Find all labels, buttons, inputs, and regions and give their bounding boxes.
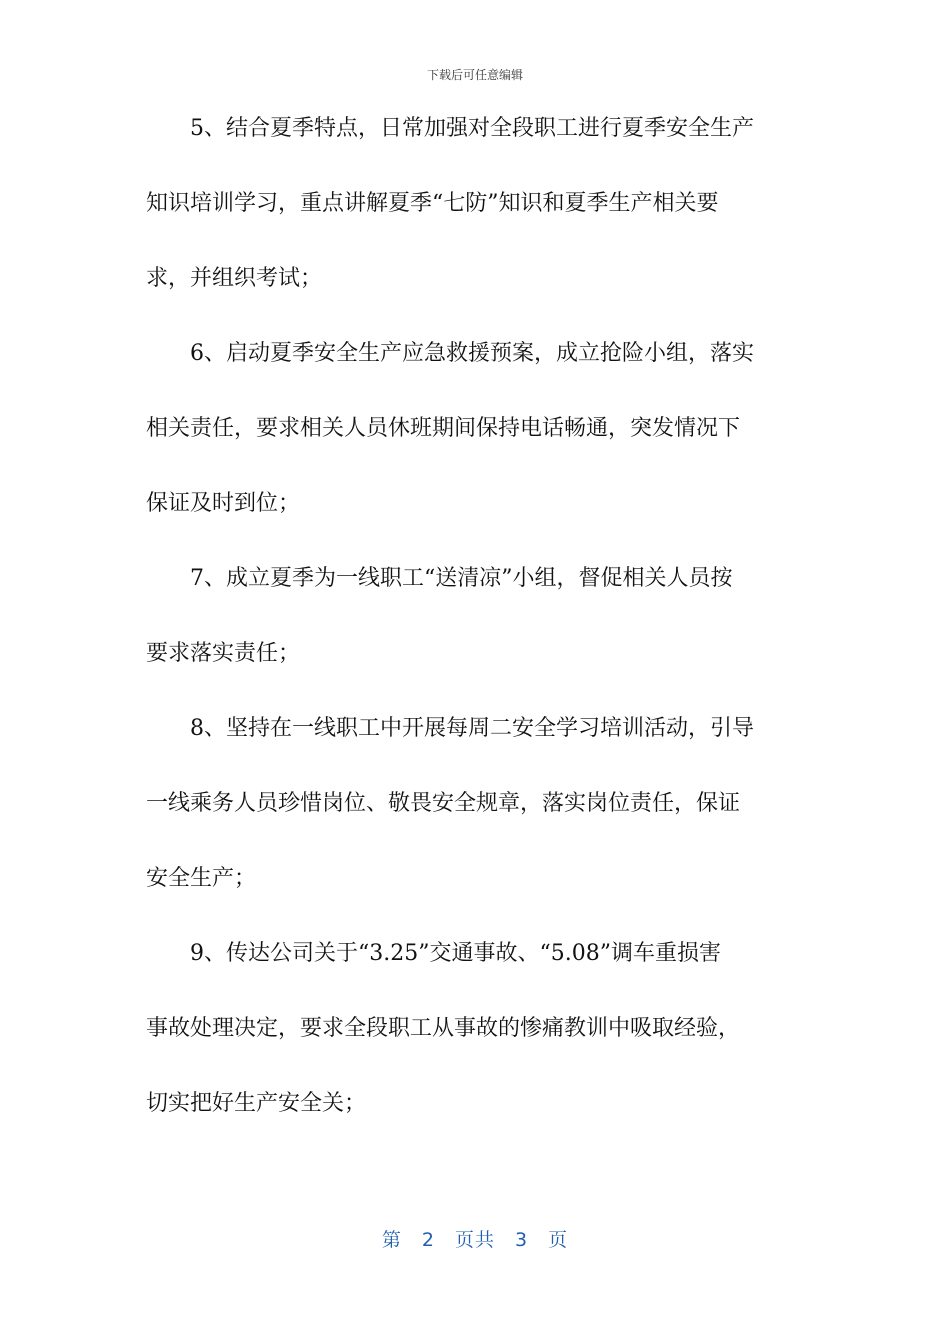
paragraph-line: 知识培训学习，重点讲解夏季“七防”知识和夏季生产相关要 <box>146 191 719 216</box>
paragraph-line: 一线乘务人员珍惜岗位、敬畏安全规章，落实岗位责任，保证 <box>146 791 741 816</box>
paragraph-line: 6、启动夏季安全生产应急救援预案，成立抢险小组，落实 <box>190 341 754 366</box>
paragraph-line: 安全生产； <box>146 866 257 891</box>
paragraph-line: 9、传达公司关于“3.25”交通事故、“5.08”调车重损害 <box>190 941 721 966</box>
footer-label-of: 页共 <box>454 1229 495 1251</box>
paragraph-line: 7、成立夏季为一线职工“送清凉”小组，督促相关人员按 <box>190 566 733 591</box>
paragraph-line: 事故处理决定，要求全段职工从事故的惨痛教训中吸取经验， <box>146 1016 741 1041</box>
paragraph-line: 相关责任，要求相关人员休班期间保持电话畅通，突发情况下 <box>146 416 741 441</box>
paragraph-line: 保证及时到位； <box>146 491 301 516</box>
page-footer <box>0 1225 950 1252</box>
paragraph-line: 5、结合夏季特点，日常加强对全段职工进行夏季安全生产 <box>190 116 754 141</box>
current-page-number: 2 <box>421 1229 435 1251</box>
total-pages-number: 3 <box>515 1229 529 1251</box>
document-body <box>146 110 806 1122</box>
footer-label-page: 第 <box>381 1229 402 1251</box>
paragraph-line: 要求落实责任； <box>146 641 301 666</box>
paragraph-line: 切实把好生产安全关； <box>146 1091 367 1116</box>
paragraph-line: 8、坚持在一线职工中开展每周二安全学习培训活动，引导 <box>190 716 754 741</box>
paragraph-line: 求，并组织考试； <box>146 266 323 291</box>
footer-label-end: 页 <box>548 1229 569 1251</box>
page-header: 下载后可任意编辑 <box>426 68 523 82</box>
